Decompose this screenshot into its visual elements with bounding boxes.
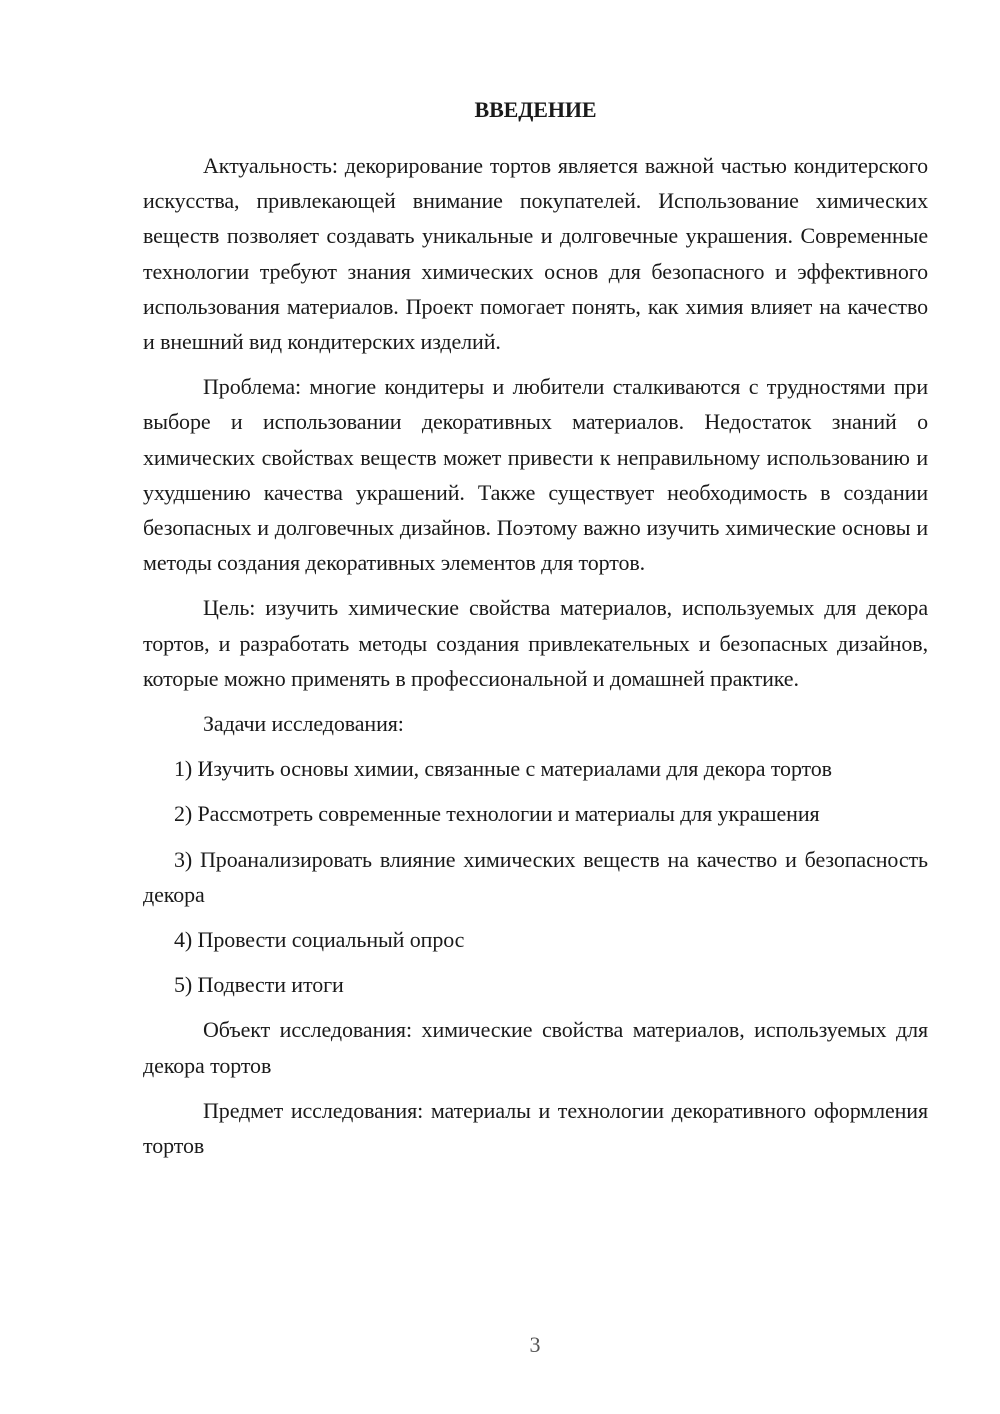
page-number: 3 <box>529 1332 541 1357</box>
paragraph-research-subject: Предмет исследования: материалы и технологии декоративного оформления тортов <box>143 1097 928 1159</box>
paragraph-relevance: Актуальность: декорирование тортов является важной частью кондитерского искусства, привлекающей внимание покупателей. Использование химических веществ позволяет создавать уникальные и долговечные украшения. Современные технологии требуют знания химических основ для безопасного и эффективного использования материалов. Проект помогает понять, как химия влияет на качество и внешний вид кондитерских изделий. <box>143 153 928 355</box>
paragraph-tasks-heading: Задачи исследования: <box>203 711 404 737</box>
task-item-3: 3) Проанализировать влияние химических веществ на качество и безопасность декора <box>143 846 928 907</box>
task-item-5: 5) Подвести итоги <box>174 972 344 998</box>
paragraph-goal: Цель: изучить химические свойства материалов, используемых для декора тортов, и разработать методы создания привлекательных и безопасных дизайнов, которые можно применять в профессиональной и домашней практике. <box>143 595 928 691</box>
paragraph-problem: Проблема: многие кондитеры и любители сталкиваются с трудностями при выборе и использовании декоративных материалов. Недостаток знаний о химических свойствах веществ может привести к неправильному использованию и ухудшению качества украшений. Также существует необходимость в создании безопасных и долговечных дизайнов. Поэтому важно изучить химические основы и методы создания декоративных элементов для тортов. <box>143 374 928 576</box>
task-item-2: 2) Рассмотреть современные технологии и материалы для украшения <box>174 801 820 827</box>
document-page <box>143 92 928 1173</box>
task-item-4: 4) Провести социальный опрос <box>174 927 465 953</box>
paragraph-research-object: Объект исследования: химические свойства материалов, используемых для декора тортов <box>143 1017 928 1078</box>
task-item-1: 1) Изучить основы химии, связанные с материалами для декора тортов <box>174 756 832 782</box>
page-title: ВВЕДЕНИЕ <box>474 97 597 122</box>
